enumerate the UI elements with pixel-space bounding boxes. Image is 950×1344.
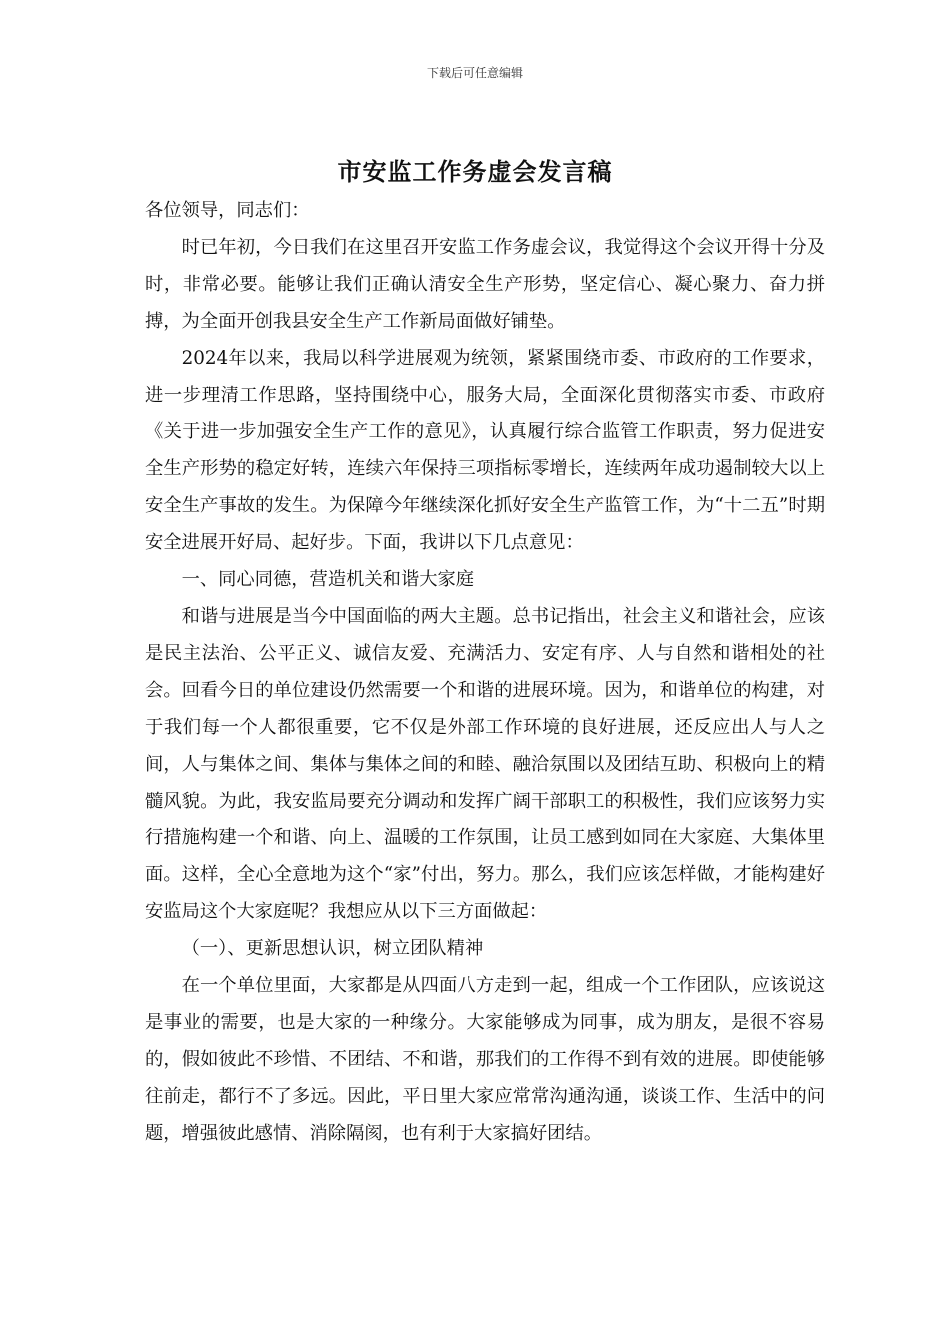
subsection-heading: （一）、更新思想认识，树立团队精神 bbox=[181, 938, 484, 960]
paragraph: 时已年初，今日我们在这里召开安监工作务虚会议，我觉得这个会议开得十分及时，非常必要。能够让我们正确认清安全生产形势，坚定信心、凝心聚力、奋力拼搏，为全面开创我县安全生产工作新局面做好铺垫。 bbox=[145, 236, 825, 332]
salutation: 各位领导，同志们： bbox=[145, 200, 310, 221]
paragraph: 在一个单位里面，大家都是从四面八方走到一起，组成一个工作团队，应该说这是事业的需要，也是大家的一种缘分。大家能够成为同事，成为朋友，是很不容易的，假如彼此不珍惜、不团结、不和谐，那我们的工作得不到有效的进展。即使能够往前走，都行不了多远。因此，平日里大家应常常沟通沟通，谈谈工作、生活中的问题，增强彼此感情、消除隔阂，也有利于大家搞好团结。 bbox=[145, 975, 825, 1144]
header-note: 下载后可任意编辑 bbox=[426, 66, 523, 80]
section-heading: 一、同心同德，营造机关和谐大家庭 bbox=[181, 569, 475, 591]
document-body bbox=[145, 193, 825, 1153]
paragraph: 和谐与进展是当今中国面临的两大主题。总书记指出，社会主义和谐社会，应该是民主法治、公平正义、诚信友爱、充满活力、安定有序、人与自然和谐相处的社会。回看今日的单位建设仍然需要一个和谐的进展环境。因为，和谐单位的构建，对于我们每一个人都很重要，它不仅是外部工作环境的良好进展，还反应出人与人之间，人与集体之间、集体与集体之间的和睦、融洽氛围以及团结互助、积极向上的精髓风貌。为此，我安监局要充分调动和发挥广阔干部职工的积极性，我们应该努力实行措施构建一个和谐、向上、温暖的工作氛围，让员工感到如同在大家庭、大集体里面。这样，全心全意地为这个“家”付出，努力。那么，我们应该怎样做，才能构建好安监局这个大家庭呢？我想应从以下三方面做起： bbox=[145, 605, 825, 923]
document-title: 市安监工作务虚会发言稿 bbox=[337, 157, 613, 186]
paragraph: 2024年以来，我局以科学进展观为统领，紧紧围绕市委、市政府的工作要求，进一步理清工作思路，坚持围绕中心，服务大局，全面深化贯彻落实市委、市政府《关于进一步加强安全生产工作的意见》，认真履行综合监管工作职责，努力促进安全生产形势的稳定好转，连续六年保持三项指标零增长，连续两年成功遏制较大以上安全生产事故的发生。为保障今年继续深化抓好安全生产监管工作，为“十二五”时期安全进展开好局、起好步。下面，我讲以下几点意见： bbox=[145, 347, 825, 554]
